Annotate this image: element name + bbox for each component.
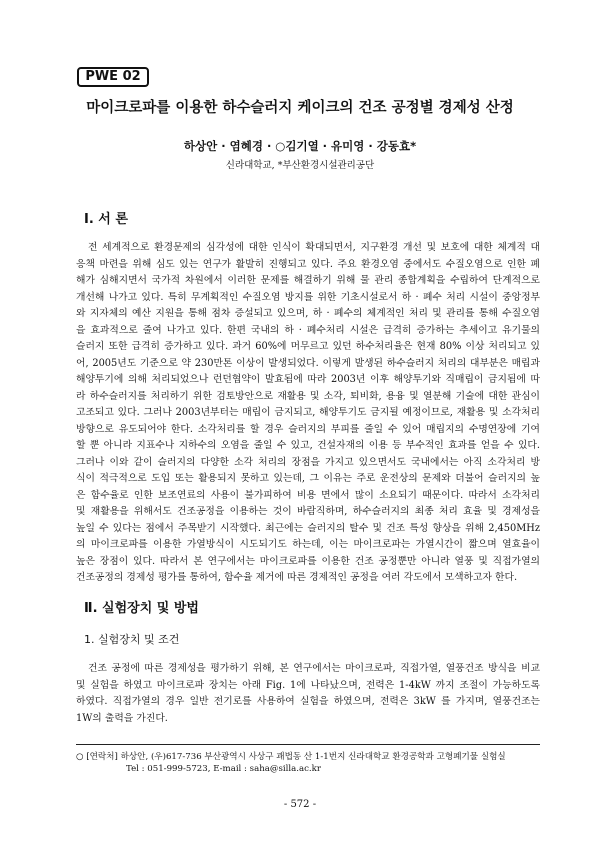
text-line: 1W의 출력을 가진다. — [76, 712, 168, 724]
text-line: 라 하수슬러지를 처리하기 위한 검토방안으로 재활용 및 소각, 퇴비화, 용융 및 열분해 기술에 대한 관심이 — [76, 390, 540, 402]
text-line: 방향으로 유도되어야 한다. 소각처리를 할 경우 슬러지의 부피를 줄일 수 있어 매립지의 수명연장에 기여 — [76, 423, 540, 435]
contact-footnote: ○ [연락처] 하상안, (우)617-736 부산광역시 사상구 괘법동 산 1-1번지 신라대학교 환경공학과 고형폐기물 실험실 — [76, 752, 506, 762]
text-line: 건조공정의 경제성 평가를 통하여, 함수율 제거에 따른 경제적인 공정을 여러 각도에서 모색하고자 한다. — [76, 572, 518, 583]
session-code-badge: PWE 02 — [77, 67, 149, 87]
text-line: 높은 장점이 있다. 따라서 본 연구에서는 마이크로파를 이용한 건조 공정뿐만 아니라 열풍 및 직접가열의 — [76, 555, 540, 567]
text-line: 고조되고 있다. 그러나 2003년부터는 매립이 금지되고, 해양투기도 금지될 예정이므로, 재활용 및 소각처리 — [76, 407, 540, 418]
text-line: 식이 적극적으로 도입 또는 활용되지 못하고 있는데, 그 이유는 주로 운전상의 문제와 더불어 슬러지의 높 — [76, 473, 540, 484]
text-line: 개선해 나가고 있다. 특히 무계획적인 수질오염 방지를 위한 기초시설로서 하 · 폐수 처리 시설이 중앙정부 — [76, 291, 540, 303]
affiliation: 신라대학교, *부산환경시설관리공단 — [225, 160, 375, 171]
introduction-paragraph — [76, 240, 540, 587]
text-line: 하였다. 직접가열의 경우 일반 전기로를 사용하여 실험을 하였으며, 전력은 3kW 를 가지며, 열풍건조는 — [76, 696, 540, 707]
text-line: 와 지자체의 예산 지원을 통해 점차 증설되고 있으며, 하 · 폐수의 체계적인 처리 및 관리를 통해 수질오염 — [76, 308, 540, 319]
text-line: 해양투기에 의해 처리되었으나 런던협약이 발효됨에 따라 2003년 이후 해양투기와 직매립이 금지됨에 따 — [76, 374, 540, 385]
page-number: - 572 - — [283, 799, 317, 810]
subsection-heading-apparatus: 1. 실험장치 및 조건 — [84, 633, 180, 646]
text-line: 할 뿐 아니라 지표수나 지하수의 오염을 줄일 수 있고, 건설자재의 이용 등 부수적인 효과를 얻을 수 있다. — [76, 440, 540, 451]
text-line: 슬러지 또한 급격히 증가하고 있다. 과거 60%에 머무르고 있던 하수처리율은 현재 80% 이상 처리되고 있 — [76, 341, 540, 352]
text-line: 을 효과적으로 줄여 나가고 있다. 한편 국내의 하 · 폐수처리 시설은 급격히 증가하는 추세이고 유기물의 — [76, 324, 540, 336]
text-line: 의 마이크로파를 이용한 가열방식이 시도되기도 하는데, 이는 마이크로파는 가열시간이 짧으며 열효율이 — [76, 539, 540, 550]
text-line: 은 함수율로 인한 보조연료의 사용이 불가피하여 비용 면에서 많이 소요되기 때문이다. 따라서 소각처리 — [76, 489, 540, 501]
text-line: 해가 심해지면서 국가적 차원에서 이러한 문제를 해결하기 위해 물 관리 종합계획을 수립하여 단계적으로 — [76, 275, 540, 286]
footnote-divider — [76, 744, 540, 745]
paper-title: 마이크로파를 이용한 하수슬러지 케이크의 건조 공정별 경제성 산정 — [86, 100, 514, 116]
text-line: 어, 2005년도 기준으로 약 230만톤 이상이 발생되었다. 이렇게 발생된 하수슬러지 처리의 대부분은 매립과 — [76, 357, 540, 369]
text-line: 전 세계적으로 환경문제의 심각성에 대한 인식이 확대되면서, 지구환경 개선 및 보호에 대한 체계적 대 — [88, 242, 540, 253]
author-list: 하상안 · 염혜경 · ○김기열 · 유미영 · 강동효* — [183, 139, 417, 153]
text-line: 건조 공정에 따른 경제성을 평가하기 위해, 본 연구에서는 마이크로파, 직접가열, 열풍건조 방식을 비교 — [88, 663, 540, 674]
section-heading-introduction: Ⅰ. 서 론 — [84, 212, 128, 227]
methods-paragraph — [76, 661, 540, 727]
contact-details: Tel : 051-999-5723, E-mail : saha@silla.ac.kr — [126, 764, 321, 774]
text-line: 높일 수 있다는 점에서 주목받기 시작했다. 최근에는 슬러지의 탈수 및 건조 특성 향상을 위해 2,450MHz — [76, 522, 540, 534]
text-line: 그러나 이와 같이 슬러지의 다양한 소각 처리의 장점을 가지고 있으면서도 국내에서는 아직 소각처리 방 — [76, 456, 540, 468]
text-line: 응책 마련을 위해 심도 있는 연구가 활발히 진행되고 있다. 주요 환경오염 중에서도 수질오염으로 인한 폐 — [76, 258, 540, 270]
text-line: 및 실험을 하였고 마이크로파 장치는 아래 Fig. 1에 나타났으며, 전력은 1-4kW 까지 조절이 가능하도록 — [76, 679, 540, 691]
section-heading-methods: Ⅱ. 실험장치 및 방법 — [84, 601, 199, 616]
text-line: 및 재활용을 위해서도 건조공정을 이용하는 것이 바람직하며, 하수슬러지의 최종 처리 효율 및 경제성을 — [76, 506, 540, 517]
